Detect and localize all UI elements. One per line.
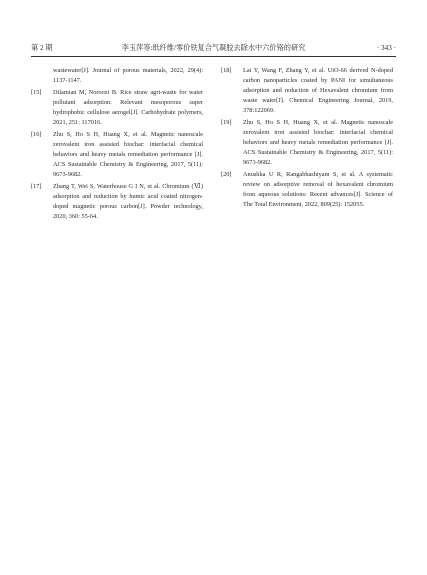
reference-item xyxy=(31,182,203,222)
reference-item xyxy=(221,118,393,168)
references-left-column xyxy=(31,66,203,225)
references-right-column xyxy=(221,66,393,212)
reference-text: Zhang T, Wei S, Waterhouse G I N, et al. Chromium (Ⅵ) adsorption and reduction by humic acid coated nitrogen-doped magnetic porous carbon[J]. Powder technology, 2020, 360: 55-64. xyxy=(53,183,203,221)
reference-item xyxy=(31,88,203,128)
issue-number: 第 2 期 xyxy=(31,44,53,52)
header-rule xyxy=(31,56,396,57)
reference-item xyxy=(221,170,393,210)
reference-item xyxy=(221,66,393,116)
reference-number: [19] xyxy=(221,119,232,127)
reference-text: Anushka U R, Rangabhashiyam S, et al. A systematic review on adsorptive removal of hexavalent chromium from aqueous solutions: Recent advances[J]. Science of The Total Environment, 2022, 809(25): 152055. xyxy=(243,171,393,208)
reference-text: Zhu S, Ho S H, Huang X, et al. Magnetic nanoscale zerovalent iron assisted biochar: interfacial chemical behaviors and heavy metals remediation performance [J]. ACS Sustainable Chemistry & Engineering, 2017, 5(11): 9673-9682. xyxy=(53,131,203,179)
reference-number: [20] xyxy=(221,171,232,179)
reference-number: [18] xyxy=(221,67,232,74)
page-number: · 343 · xyxy=(376,44,396,52)
reference-continuation: wastewater[J]. Journal of porous materials, 2022, 29(4): 1137-1147. xyxy=(53,67,203,84)
running-title: 李玉萍等:纸纤维/零价铁复合气凝胶去除水中六价铬的研究 xyxy=(121,44,306,52)
running-header xyxy=(31,42,396,54)
reference-text: Dilamian M, Noroozi B. Rice straw agri-waste for water pollutant adsorption: Relevant mesoporous super hydrophobic cellulose aerogel[J]. Carbohydrate polymers, 2021, 251: 117016. xyxy=(53,89,203,127)
reference-number: [16] xyxy=(31,131,42,139)
reference-number: [15] xyxy=(31,89,42,97)
reference-number: [17] xyxy=(31,183,42,191)
reference-text: Lai Y, Wang F, Zhang Y, et al. UiO-66 derived N-doped carbon nanoparticles coated by PANI for simultaneous adsorption and reduction of Hexavalent chromium from waste water[J]. Chemical Engineering Journal, 2019, 378:122069. xyxy=(243,67,393,114)
reference-item xyxy=(31,130,203,180)
reference-text: Zhu S, Ho S H, Huang X, et al. Magnetic nanoscale zerovalent iron assisted biochar: interfacial chemical behaviors and heavy metals remediation performance [J]. ACS Sustainable Chemistry & Engineering, 2017, 5(11): 9673-9682. xyxy=(243,119,393,166)
